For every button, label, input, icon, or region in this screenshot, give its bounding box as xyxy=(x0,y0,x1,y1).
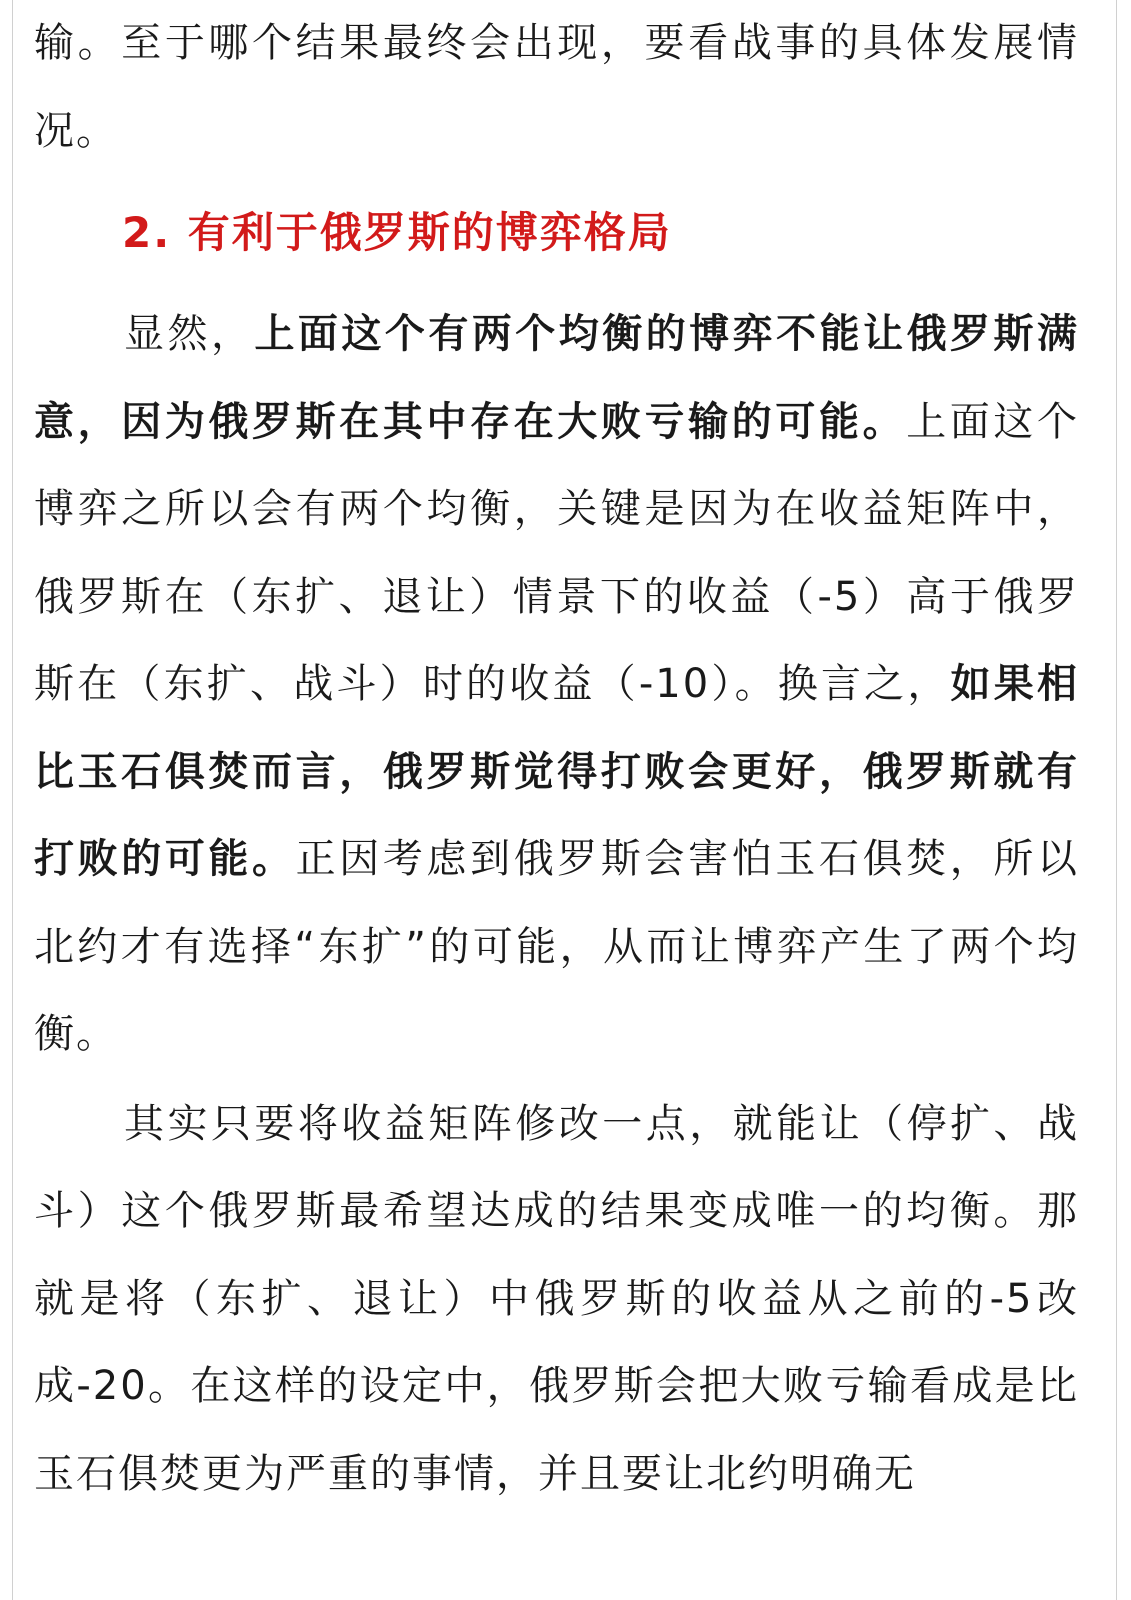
paragraph-1 xyxy=(34,291,1079,1079)
section-heading: 2. 有利于俄罗斯的博弈格局 xyxy=(122,208,672,257)
para1-bold-2: 如果相比玉石俱焚而言，俄罗斯觉得打败会更好，俄罗斯就有打败的可能。 xyxy=(34,661,1079,882)
paragraph-2 xyxy=(34,1081,1079,1519)
para1-body: 上面这个博弈之所以会有两个均衡，关键是因为在收益矩阵中，俄罗斯在（东扩、退让）情景下的收益（-5）高于俄罗斯在（东扩、战斗）时的收益（-10）。换言之， xyxy=(34,398,1080,707)
para1-tail: 正因考虑到俄罗斯会害怕玉石俱焚，所以北约才有选择“东扩”的可能，从而让博弈产生了两个均衡。 xyxy=(34,836,1080,1057)
article-body xyxy=(34,0,1079,1518)
para2-text: 其实只要将收益矩阵修改一点，就能让（停扩、战斗）这个俄罗斯最希望达成的结果变成唯一的均衡。那就是将（东扩、退让）中俄罗斯的收益从之前的-5改成-20。在这样的设定中，俄罗斯会把大败亏输看成是比玉石俱焚更为严重的事情，并且要让北约明确无 xyxy=(34,1100,1079,1497)
para1-bold-1: 上面这个有两个均衡的博弈不能让俄罗斯满意，因为俄罗斯在其中存在大败亏输的可能。 xyxy=(34,311,1080,445)
intro-paragraph xyxy=(34,0,1079,175)
intro-text: 输。至于哪个结果最终会出现，要看战事的具体发展情况。 xyxy=(34,20,1079,154)
para1-lead: 显然， xyxy=(124,311,255,357)
